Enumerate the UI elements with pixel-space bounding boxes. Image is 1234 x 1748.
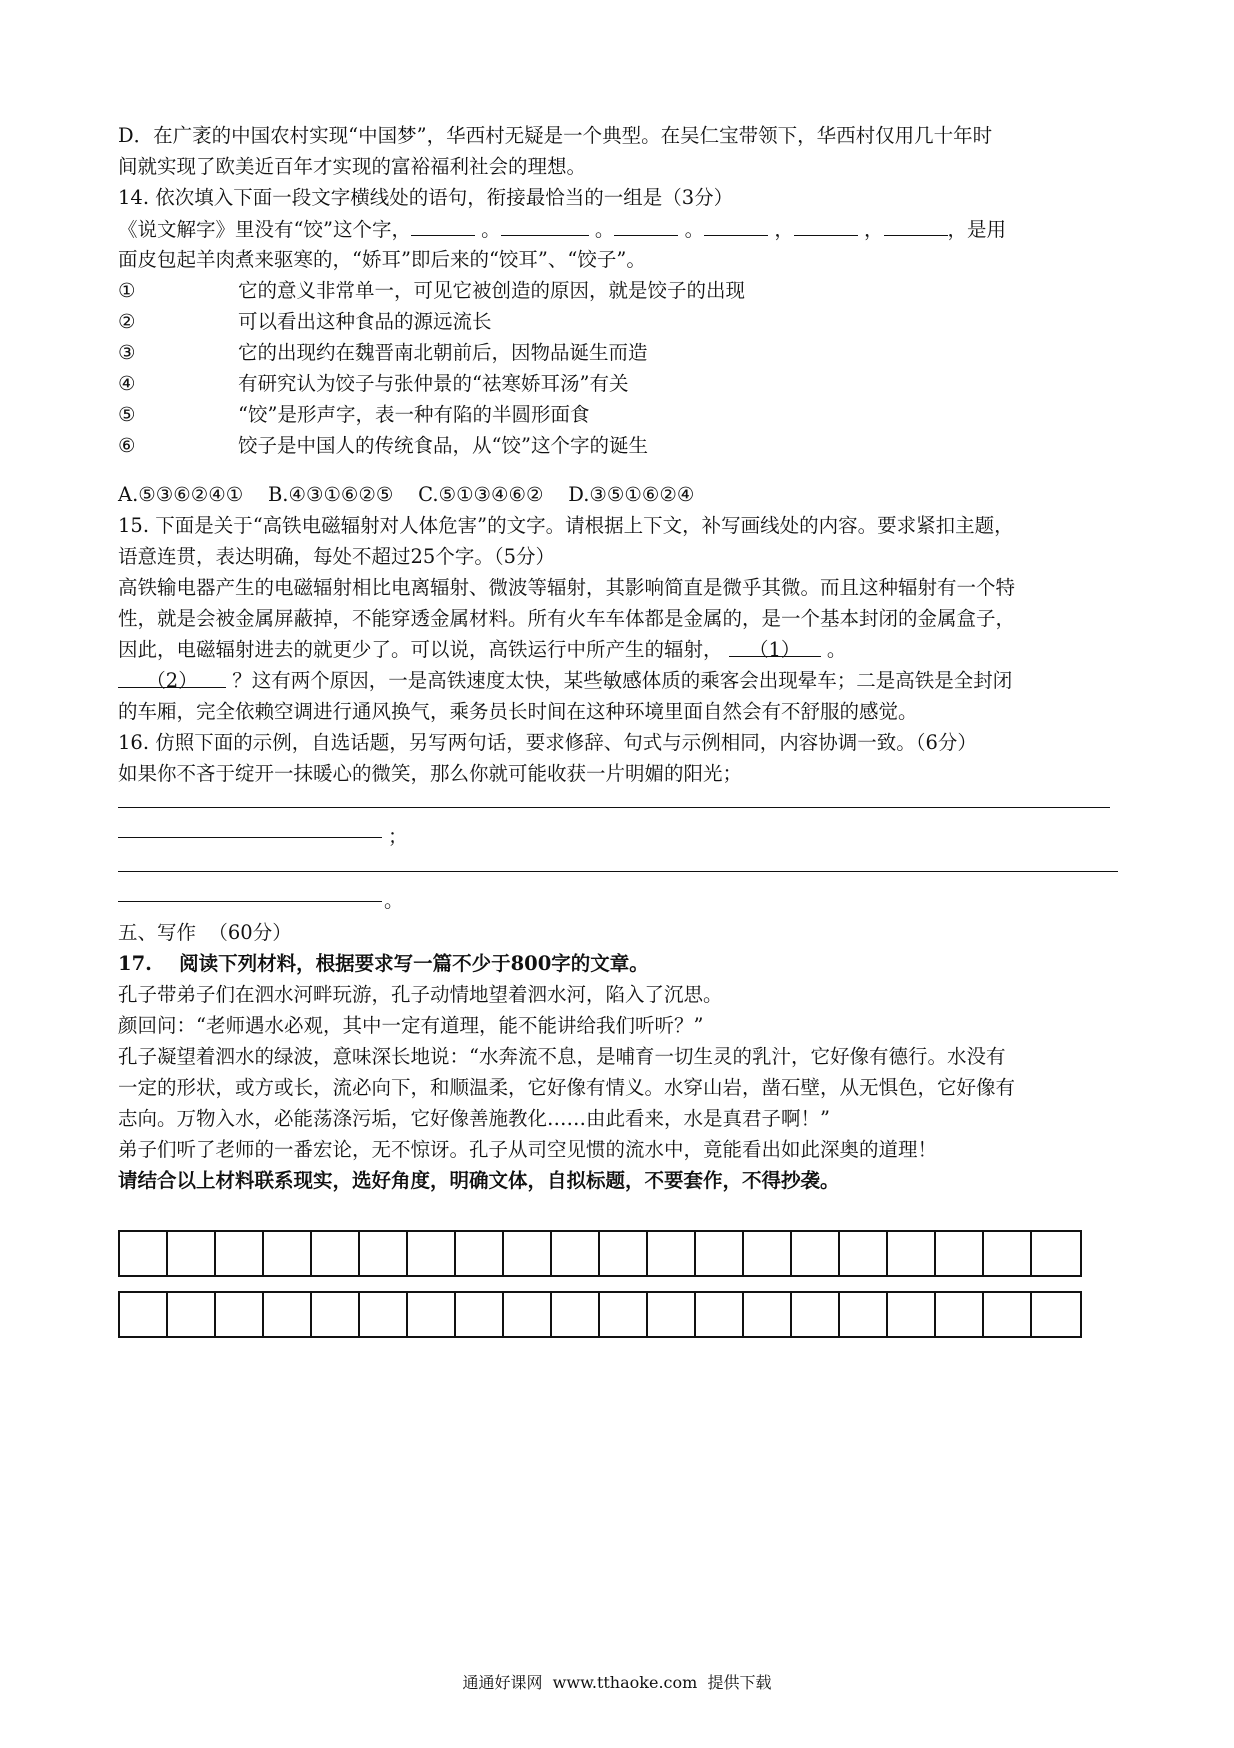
grid-cell: [504, 1232, 552, 1275]
grid-cell: [216, 1232, 264, 1275]
q15-passage-line2: 性，就是会被金属屏蔽掉，不能穿透金属材料。所有火车车体都是金属的，是一个基本封闭的金属盒子，: [118, 607, 1016, 630]
section-5-title: 五、写作 （60分）: [118, 921, 292, 944]
grid-cell: [888, 1232, 936, 1275]
q14-statement: [118, 306, 1128, 337]
grid-cell: [648, 1293, 696, 1336]
grid-cell: [120, 1293, 168, 1336]
statement-text: 饺子是中国人的传统食品，从“饺”这个字的诞生: [238, 434, 648, 457]
grid-cell: [1032, 1232, 1080, 1275]
q15-passage-line1: 高铁输电器产生的电磁辐射相比电离辐射、微波等辐射，其影响简直是微乎其微。而且这种辐射有一个特: [118, 576, 1016, 599]
q14-blank-5: [794, 213, 858, 236]
material-line: 弟子们听了老师的一番宏论，无不惊讶。孔子从司空见惯的流水中，竟能看出如此深奥的道理！: [118, 1138, 938, 1161]
statement-number: ⑥: [118, 434, 136, 457]
statement-number: ⑤: [118, 403, 136, 426]
grid-cell: [312, 1232, 360, 1275]
grid-cell: [936, 1232, 984, 1275]
grid-cell: [744, 1232, 792, 1275]
grid-cell: [840, 1293, 888, 1336]
composition-grid-row-1: [118, 1230, 1082, 1277]
q14-blank-1: [411, 213, 475, 236]
q16-semicolon: ；: [388, 825, 408, 848]
statement-text: 它的意义非常单一，可见它被创造的原因，就是饺子的出现: [238, 279, 746, 302]
q13-option-d-line1: D．在广袤的中国农村实现“中国梦”，华西村无疑是一个典型。在吴仁宝带领下，华西村仅用几十年时: [118, 124, 993, 147]
grid-cell: [1032, 1293, 1080, 1336]
page-footer: 通通好课网 www.tthaoke.com 提供下载: [462, 1673, 772, 1692]
q14-sep: ，: [774, 218, 794, 241]
q15-passage-line3-start: 因此，电磁辐射进去的就更少了。可以说，高铁运行中所产生的辐射，: [118, 638, 723, 661]
q15-title-line2: 语意连贯，表达明确，每处不超过25个字。（5分）: [118, 545, 555, 568]
grid-cell: [504, 1293, 552, 1336]
grid-cell: [456, 1232, 504, 1275]
grid-cell: [456, 1293, 504, 1336]
q16-answer-line: [118, 885, 1128, 917]
grid-cell: [744, 1293, 792, 1336]
statement-text: “饺”是形声字，表一种有陷的半圆形面食: [238, 403, 590, 426]
grid-cell: [552, 1232, 600, 1275]
grid-cell: [888, 1293, 936, 1336]
q14-blank-6: [884, 213, 948, 236]
q15-blank-2: （2）: [118, 665, 226, 688]
grid-cell: [552, 1293, 600, 1336]
exam-page: [118, 120, 1128, 1196]
q14-passage-line1: [118, 213, 1128, 244]
grid-cell: [360, 1232, 408, 1275]
q14-blank-4: [704, 213, 768, 236]
material-line: 一定的形状，或方或长，流必向下，和顺温柔，它好像有情义。水穿山岩，凿石壁，从无惧色，它好像有: [118, 1076, 1016, 1099]
statement-text: 有研究认为饺子与张仲景的“祛寒娇耳汤”有关: [238, 372, 629, 395]
q14-sep: ，: [864, 218, 884, 241]
q14-passage-end: ，是用: [947, 218, 1007, 241]
grid-cell: [696, 1293, 744, 1336]
material-line: 颜回问：“老师遇水必观，其中一定有道理，能不能讲给我们听听？”: [118, 1014, 704, 1037]
q14-statement: [118, 430, 1128, 461]
grid-cell: [168, 1232, 216, 1275]
grid-cell: [984, 1232, 1032, 1275]
q14-statement: [118, 368, 1128, 399]
grid-cell: [408, 1232, 456, 1275]
q13-option-d-line2: 间就实现了欧美近百年才实现的富裕福利社会的理想。: [118, 155, 587, 178]
grid-cell: [360, 1293, 408, 1336]
statement-number: ③: [118, 341, 136, 364]
q14-statement: [118, 399, 1128, 430]
grid-cell: [936, 1293, 984, 1336]
q14-passage-line2: 面皮包起羊肉煮来驱寒的，“娇耳”即后来的“饺耳”、“饺子”。: [118, 248, 646, 271]
writing-requirements: 请结合以上材料联系现实，选好角度，明确文体，自拟标题，不要套作，不得抄袭。: [118, 1169, 840, 1192]
q15-passage-line3-end: 。: [826, 638, 847, 661]
grid-cell: [792, 1293, 840, 1336]
grid-cell: [600, 1232, 648, 1275]
writing-rule: [118, 871, 1118, 872]
q16-period: 。: [384, 889, 404, 912]
q15-passage-line4: [118, 665, 1128, 696]
writing-rule: [118, 901, 382, 902]
q14-sep: 。: [481, 218, 501, 241]
q15-title-line1: 15. 下面是关于“高铁电磁辐射对人体危害”的文字。请根据上下文，补写画线处的内容。要求紧扣主题，: [118, 514, 1014, 537]
q16-example: 如果你不吝于绽开一抹暖心的微笑，那么你就可能收获一片明媚的阳光；: [118, 762, 743, 785]
writing-rule: [118, 837, 382, 838]
grid-cell: [168, 1293, 216, 1336]
q14-title: 14. 依次填入下面一段文字横线处的语句，衔接最恰当的一组是（3分）: [118, 186, 734, 209]
q17-title: 17. 阅读下列材料，根据要求写一篇不少于800字的文章。: [118, 952, 649, 975]
q16-answer-line: [118, 821, 1128, 853]
q14-statement: [118, 275, 1128, 306]
grid-cell: [984, 1293, 1032, 1336]
q15-passage-line5: 的车厢，完全依赖空调进行通风换气，乘务员长时间在这种环境里面自然会有不舒服的感觉。: [118, 700, 918, 723]
q14-answer-choices: A.⑤③⑥②④① B.④③①⑥②⑤ C.⑤①③④⑥② D.③⑤①⑥②④: [118, 483, 695, 506]
q16-answer-line: [118, 789, 1128, 821]
material-line: 孔子凝望着泗水的绿波，意味深长地说：“水奔流不息，是哺育一切生灵的乳汁，它好像有德行。水没有: [118, 1045, 1006, 1068]
statement-number: ④: [118, 372, 136, 395]
grid-cell: [600, 1293, 648, 1336]
q14-blank-2: [501, 213, 589, 236]
grid-cell: [408, 1293, 456, 1336]
statement-text: 可以看出这种食品的源远流长: [238, 310, 492, 333]
q14-statement: [118, 337, 1128, 368]
grid-cell: [840, 1232, 888, 1275]
grid-cell: [264, 1293, 312, 1336]
statement-number: ①: [118, 279, 136, 302]
q15-passage-line4-end: ？这有两个原因，一是高铁速度太快，某些敏感体质的乘客会出现晕车；二是高铁是全封闭: [232, 669, 1013, 692]
grid-cell: [312, 1293, 360, 1336]
grid-cell: [216, 1293, 264, 1336]
grid-cell: [648, 1232, 696, 1275]
grid-cell: [696, 1232, 744, 1275]
q15-passage-line3: [118, 634, 1128, 665]
grid-cell: [120, 1232, 168, 1275]
material-line: 志向。万物入水，必能荡涤污垢，它好像善施教化……由此看来，水是真君子啊！”: [118, 1107, 830, 1130]
q14-passage-start: 《说文解字》里没有“饺”这个字，: [118, 218, 411, 241]
material-line: 孔子带弟子们在泗水河畔玩游，孔子动情地望着泗水河，陷入了沉思。: [118, 983, 723, 1006]
grid-cell: [792, 1232, 840, 1275]
q14-blank-3: [614, 213, 678, 236]
statement-text: 它的出现约在魏晋南北朝前后，因物品诞生而造: [238, 341, 648, 364]
writing-rule: [118, 807, 1110, 808]
composition-grid-row-2: [118, 1291, 1082, 1338]
q14-sep: 。: [684, 218, 705, 241]
q14-sep: 。: [594, 218, 615, 241]
statement-number: ②: [118, 310, 136, 333]
q15-blank-1: （1）: [729, 634, 821, 657]
q16-title: 16. 仿照下面的示例，自选话题，另写两句话，要求修辞、句式与示例相同，内容协调一致。（6分）: [118, 731, 977, 754]
q16-answer-line: [118, 853, 1128, 885]
grid-cell: [264, 1232, 312, 1275]
